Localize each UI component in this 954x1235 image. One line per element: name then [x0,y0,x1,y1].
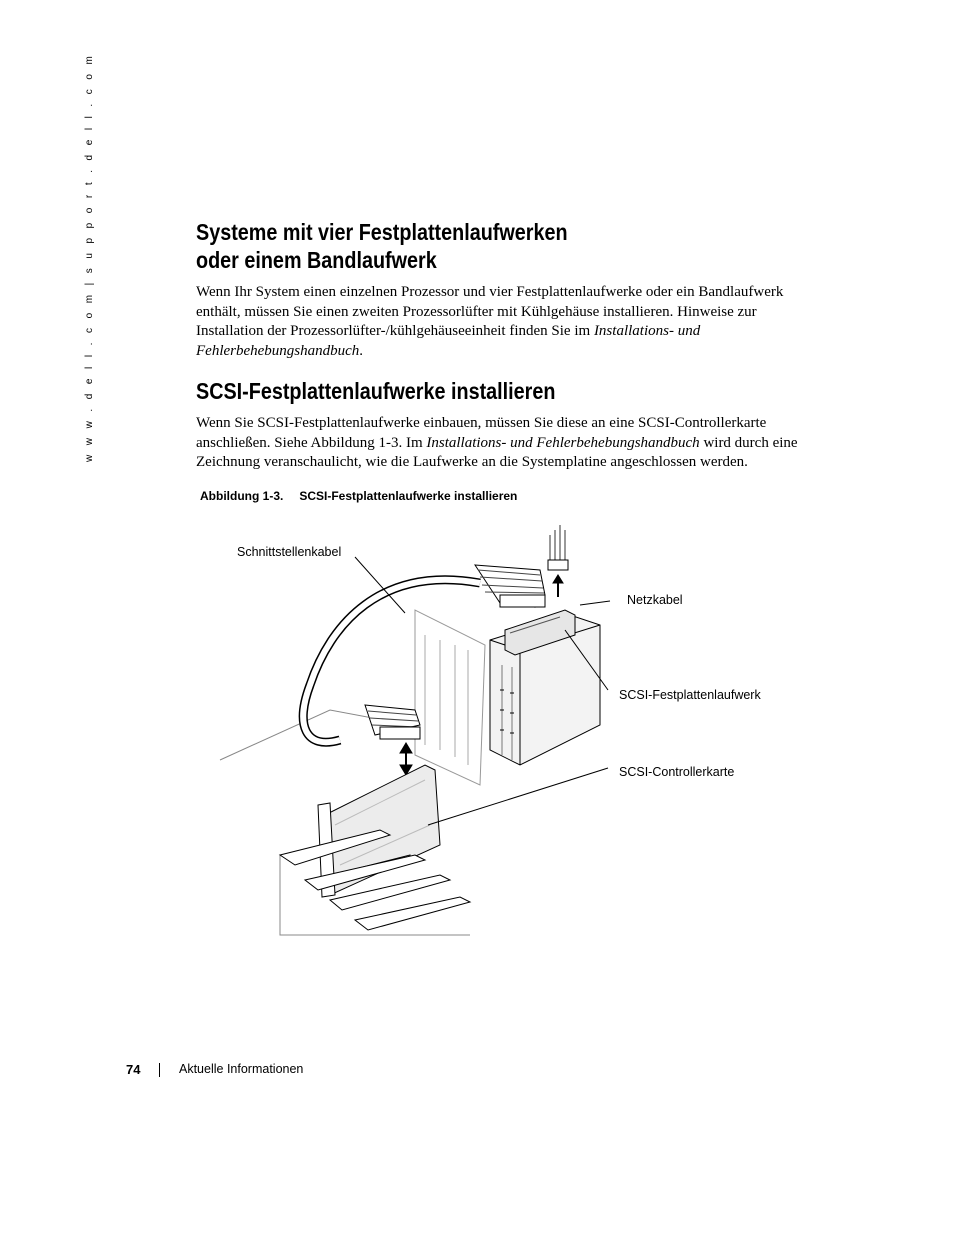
paragraph-text: Wenn Ihr System einen einzelnen Prozessor und vier Festplattenlaufwerke oder ein Bandlaufwerk enthält, müssen Sie einen zweiten Prozessorlüfter mit Kühlgehäuse installieren. Hinweise zur Installation der Prozessorlüfter-/kühlgehäuseeinheit finden Sie im [196,284,784,340]
footer-divider [159,1063,160,1077]
paragraph-text-end: wird durch eine Zeichnung veranschaulicht, wie die Laufwerke an die Systemplatine angeschlossen werden. [196,434,798,471]
paragraph-text-end: . [359,342,364,359]
paragraph-four-drives [196,283,814,361]
figure-title: SCSI-Festplattenlaufwerke installieren [299,489,518,503]
sidebar-website-url [84,52,98,462]
label-power-cable: Netzkabel [627,593,683,607]
section-title-line-2: oder einem Bandlaufwerk [196,247,437,273]
section-title-line-1: Systeme mit vier Festplattenlaufwerken [196,219,568,245]
manual-title-italic: Installations- und Fehlerbehebungshandbuch [196,323,701,359]
sidebar-url-text: w w w . d e l l . c o m | s u p p o r t . d e l l . c o m [84,52,95,462]
section-title-four-drives [196,218,746,274]
page-number: 74 [126,1062,141,1077]
figure-caption [200,489,517,503]
manual-title-italic: Installations- und Fehlerbehebungshandbuch [426,434,700,451]
paragraph-scsi-install [196,414,814,473]
label-interface-cable: Schnittstellenkabel [237,545,342,559]
label-controller-card: SCSI-Controllerkarte [619,765,735,779]
scsi-installation-illustration [210,525,770,945]
figure-number: Abbildung 1-3. [200,489,284,503]
footer-section-title: Aktuelle Informationen [179,1062,304,1076]
paragraph-text: Wenn Sie SCSI-Festplattenlaufwerke einbauen, müssen Sie diese an eine SCSI-Controllerkarte anschließen. Siehe Abbildung 1-3. Im [196,415,767,451]
label-hard-drive: SCSI-Festplattenlaufwerk [619,688,761,702]
section-title-scsi-install: SCSI-Festplattenlaufwerke installieren [196,378,556,404]
